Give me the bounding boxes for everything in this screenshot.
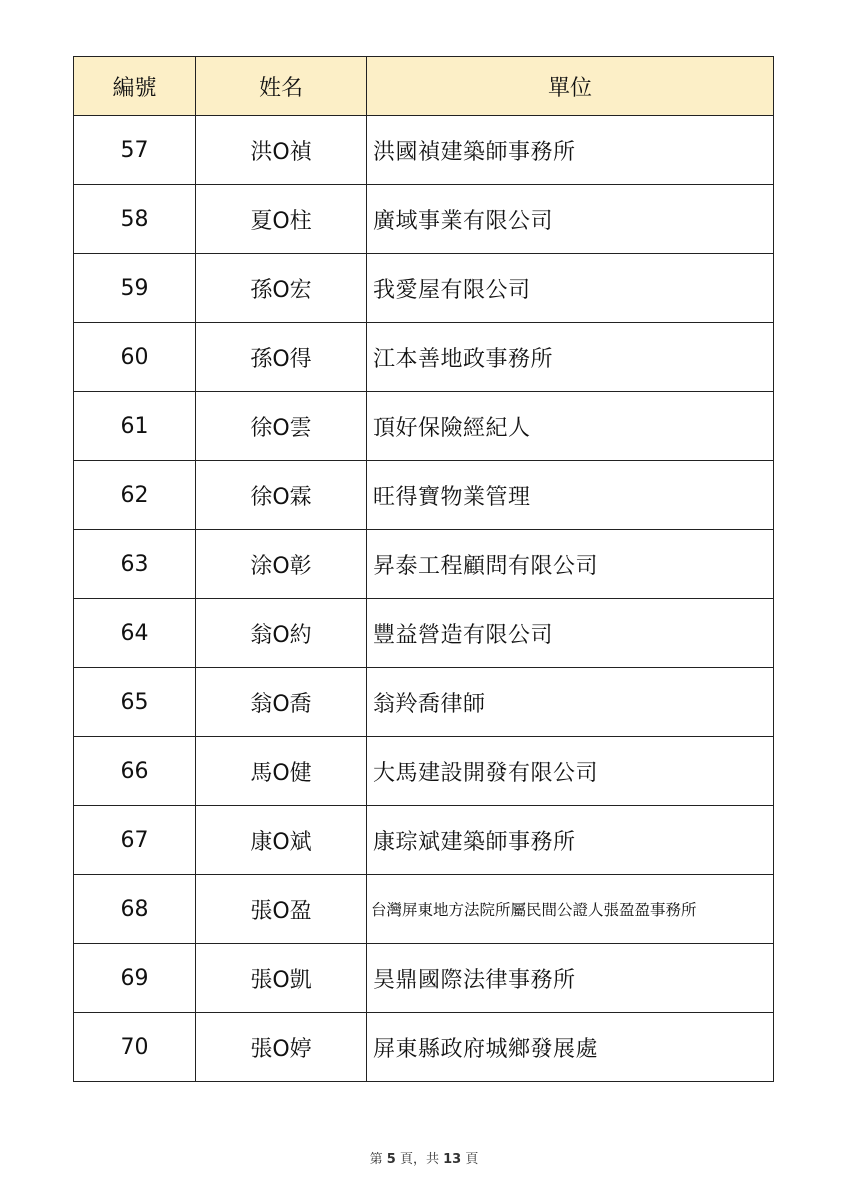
row-number: 66 <box>74 737 196 806</box>
table-row <box>74 1013 774 1082</box>
row-name: 張O婷 <box>196 1013 367 1082</box>
row-unit: 康琮斌建築師事務所 <box>367 806 774 875</box>
row-number: 70 <box>74 1013 196 1082</box>
row-unit: 翁羚喬律師 <box>367 668 774 737</box>
row-name: 馬O健 <box>196 737 367 806</box>
row-unit: 洪國禎建築師事務所 <box>367 116 774 185</box>
table-row <box>74 392 774 461</box>
row-number: 67 <box>74 806 196 875</box>
row-name: 徐O雲 <box>196 392 367 461</box>
header-unit: 單位 <box>367 57 774 116</box>
row-name: 洪O禎 <box>196 116 367 185</box>
row-unit: 昇泰工程顧問有限公司 <box>367 530 774 599</box>
row-number: 57 <box>74 116 196 185</box>
row-number: 63 <box>74 530 196 599</box>
header-number: 編號 <box>74 57 196 116</box>
row-unit: 旺得寶物業管理 <box>367 461 774 530</box>
row-number: 59 <box>74 254 196 323</box>
table-row <box>74 737 774 806</box>
row-unit: 台灣屏東地方法院所屬民間公證人張盈盈事務所 <box>367 875 774 944</box>
footer-page-number: 5 <box>386 1152 396 1167</box>
table-row <box>74 875 774 944</box>
row-number: 60 <box>74 323 196 392</box>
row-name: 張O盈 <box>196 875 367 944</box>
header-name: 姓名 <box>196 57 367 116</box>
row-name: 翁O約 <box>196 599 367 668</box>
table-body <box>74 116 774 1082</box>
table-row <box>74 944 774 1013</box>
page-footer <box>0 1148 848 1167</box>
row-name: 翁O喬 <box>196 668 367 737</box>
table-row <box>74 254 774 323</box>
row-number: 68 <box>74 875 196 944</box>
row-number: 62 <box>74 461 196 530</box>
table-row <box>74 116 774 185</box>
table-row <box>74 599 774 668</box>
row-unit: 大馬建設開發有限公司 <box>367 737 774 806</box>
footer-prefix: 第 <box>369 1152 383 1167</box>
table-row <box>74 668 774 737</box>
row-unit: 豐益營造有限公司 <box>367 599 774 668</box>
row-number: 61 <box>74 392 196 461</box>
row-number: 58 <box>74 185 196 254</box>
row-name: 徐O霖 <box>196 461 367 530</box>
roster-table <box>73 56 774 1082</box>
row-unit: 昊鼎國際法律事務所 <box>367 944 774 1013</box>
table-row <box>74 530 774 599</box>
row-name: 孫O得 <box>196 323 367 392</box>
row-number: 69 <box>74 944 196 1013</box>
row-name: 夏O柱 <box>196 185 367 254</box>
footer-middle: 頁，共 <box>399 1152 439 1167</box>
table-row <box>74 323 774 392</box>
header-row <box>74 57 774 116</box>
table-row <box>74 185 774 254</box>
row-name: 康O斌 <box>196 806 367 875</box>
row-unit: 我愛屋有限公司 <box>367 254 774 323</box>
row-unit: 廣域事業有限公司 <box>367 185 774 254</box>
footer-total-pages: 13 <box>443 1152 462 1167</box>
row-name: 涂O彰 <box>196 530 367 599</box>
row-unit: 屏東縣政府城鄉發展處 <box>367 1013 774 1082</box>
row-name: 張O凱 <box>196 944 367 1013</box>
table-row <box>74 806 774 875</box>
table-row <box>74 461 774 530</box>
row-name: 孫O宏 <box>196 254 367 323</box>
footer-suffix: 頁 <box>465 1152 479 1167</box>
table-header <box>74 57 774 116</box>
row-unit: 江本善地政事務所 <box>367 323 774 392</box>
row-unit: 頂好保險經紀人 <box>367 392 774 461</box>
row-number: 65 <box>74 668 196 737</box>
row-number: 64 <box>74 599 196 668</box>
